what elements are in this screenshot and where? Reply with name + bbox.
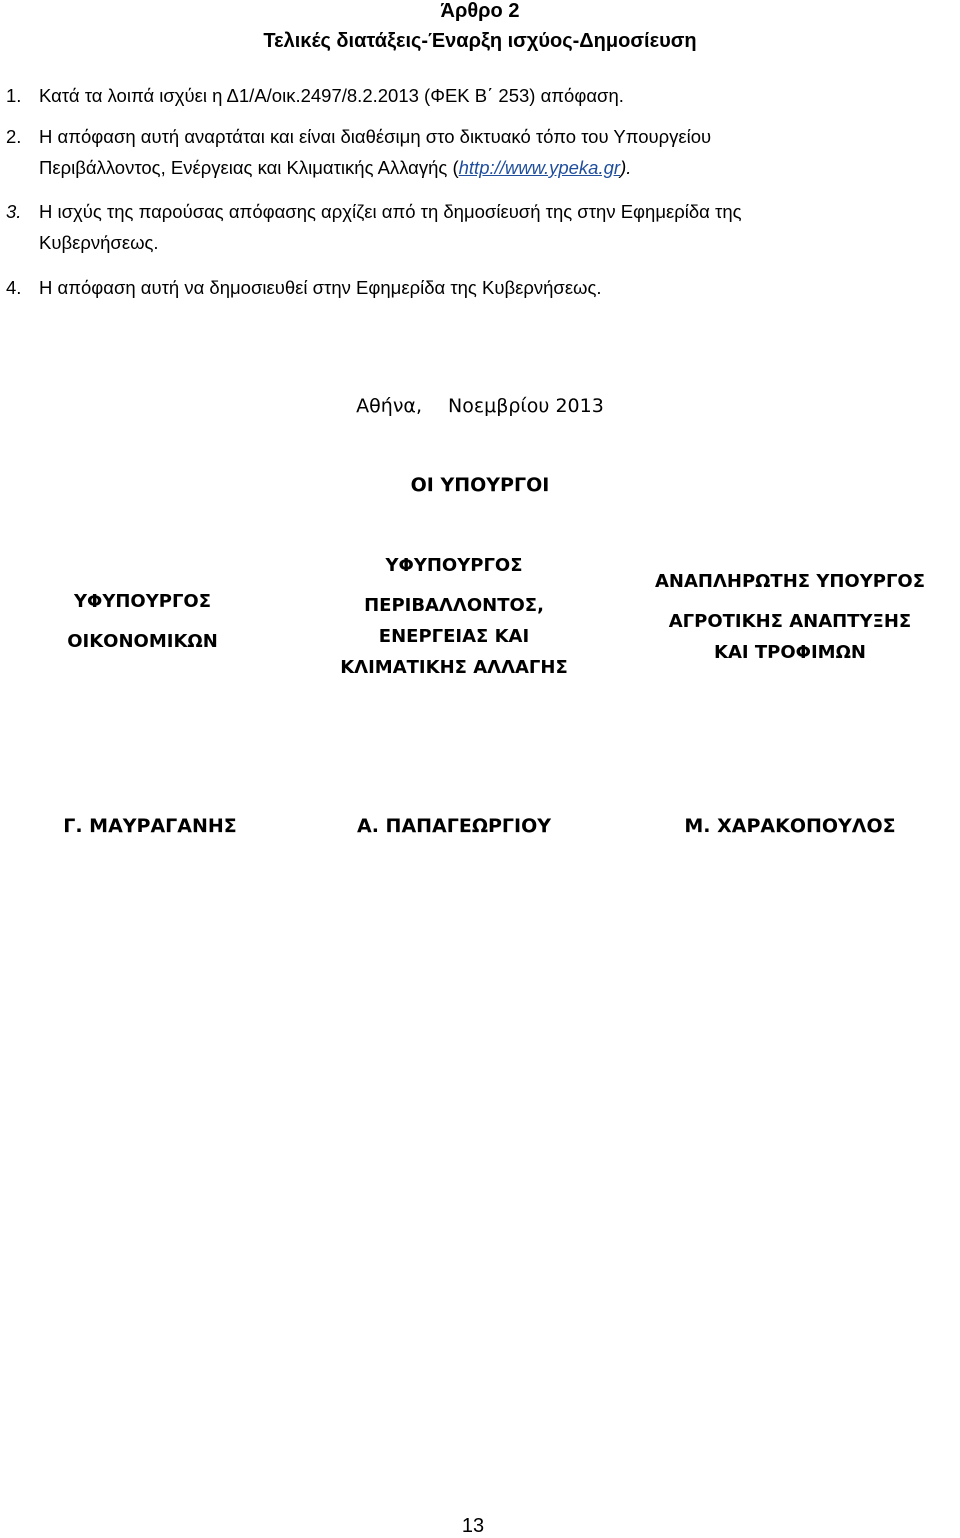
signatory-2-title bbox=[300, 550, 608, 683]
item-text: Κατά τα λοιπά ισχύει η Δ1/Α/οικ.2497/8.2.2013 (ΦΕΚ Β΄ 253) απόφαση. bbox=[39, 85, 624, 106]
title-line: ΚΛΙΜΑΤΙΚΗΣ ΑΛΛΑΓΗΣ bbox=[340, 657, 568, 678]
date: Νοεμβρίου 2013 bbox=[448, 395, 604, 417]
list-item-4 bbox=[6, 272, 958, 303]
place-date bbox=[0, 395, 960, 417]
ministers-heading: ΟΙ ΥΠΟΥΡΓΟΙ bbox=[410, 474, 550, 496]
item-number: 4. bbox=[6, 277, 22, 298]
title-line: ΚΑΙ ΤΡΟΦΙΜΩΝ bbox=[714, 642, 866, 663]
title-line: ΥΦΥΠΟΥΡΓΟΣ bbox=[385, 555, 523, 576]
article-heading: Άρθρο 2 bbox=[440, 0, 520, 22]
list-item-3 bbox=[6, 196, 958, 258]
article-title: Τελικές διατάξεις-Έναρξη ισχύος-Δημοσίευση bbox=[263, 30, 697, 52]
item-number: 3. bbox=[6, 201, 22, 222]
title-line: ΑΝΑΠΛΗΡΩΤΗΣ ΥΠΟΥΡΓΟΣ bbox=[654, 571, 926, 592]
list-item-2 bbox=[6, 121, 958, 183]
title-line: ΟΙΚΟΝΟΜΙΚΩΝ bbox=[67, 631, 218, 652]
item-text-line2: Περιβάλλοντος, Ενέργειας και Κλιματικής Αλλαγής ( bbox=[39, 157, 459, 178]
item-text-line1: Η απόφαση αυτή αναρτάται και είναι διαθέσιμη στο δικτυακό τόπο του Υπουργείου bbox=[39, 126, 712, 147]
signatory-1-title bbox=[20, 582, 265, 662]
item-number: 2. bbox=[6, 126, 22, 147]
ministry-website-link[interactable]: http://www.ypeka.gr bbox=[458, 157, 621, 178]
signatory-1-name: Γ. ΜΑΥΡΑΓΑΝΗΣ bbox=[63, 815, 237, 837]
signatory-3-name: Μ. ΧΑΡΑΚΟΠΟΥΛΟΣ bbox=[684, 815, 896, 837]
item-number: 1. bbox=[6, 85, 22, 106]
title-line: ΑΓΡΟΤΙΚΗΣ ΑΝΑΠΤΥΞΗΣ bbox=[668, 611, 912, 632]
place: Αθήνα, bbox=[356, 395, 422, 417]
item-text: Η απόφαση αυτή να δημοσιευθεί στην Εφημερίδα της Κυβερνήσεως. bbox=[39, 277, 602, 298]
list-item-1 bbox=[6, 80, 958, 111]
page-number: 13 bbox=[461, 1515, 485, 1537]
title-line: ΠΕΡΙΒΑΛΛΟΝΤΟΣ, bbox=[364, 595, 544, 616]
title-line: ΕΝΕΡΓΕΙΑΣ ΚΑΙ bbox=[378, 626, 530, 647]
signatory-3-title bbox=[620, 566, 960, 668]
item-text-closing: ). bbox=[620, 157, 632, 178]
item-text-line2: Κυβερνήσεως. bbox=[39, 232, 159, 253]
signatory-2-name: Α. ΠΑΠΑΓΕΩΡΓΙΟΥ bbox=[357, 815, 551, 837]
title-line: ΥΦΥΠΟΥΡΓΟΣ bbox=[73, 591, 212, 612]
item-text-line1: Η ισχύς της παρούσας απόφασης αρχίζει από τη δημοσίευσή της στην Εφημερίδα της bbox=[39, 201, 742, 222]
